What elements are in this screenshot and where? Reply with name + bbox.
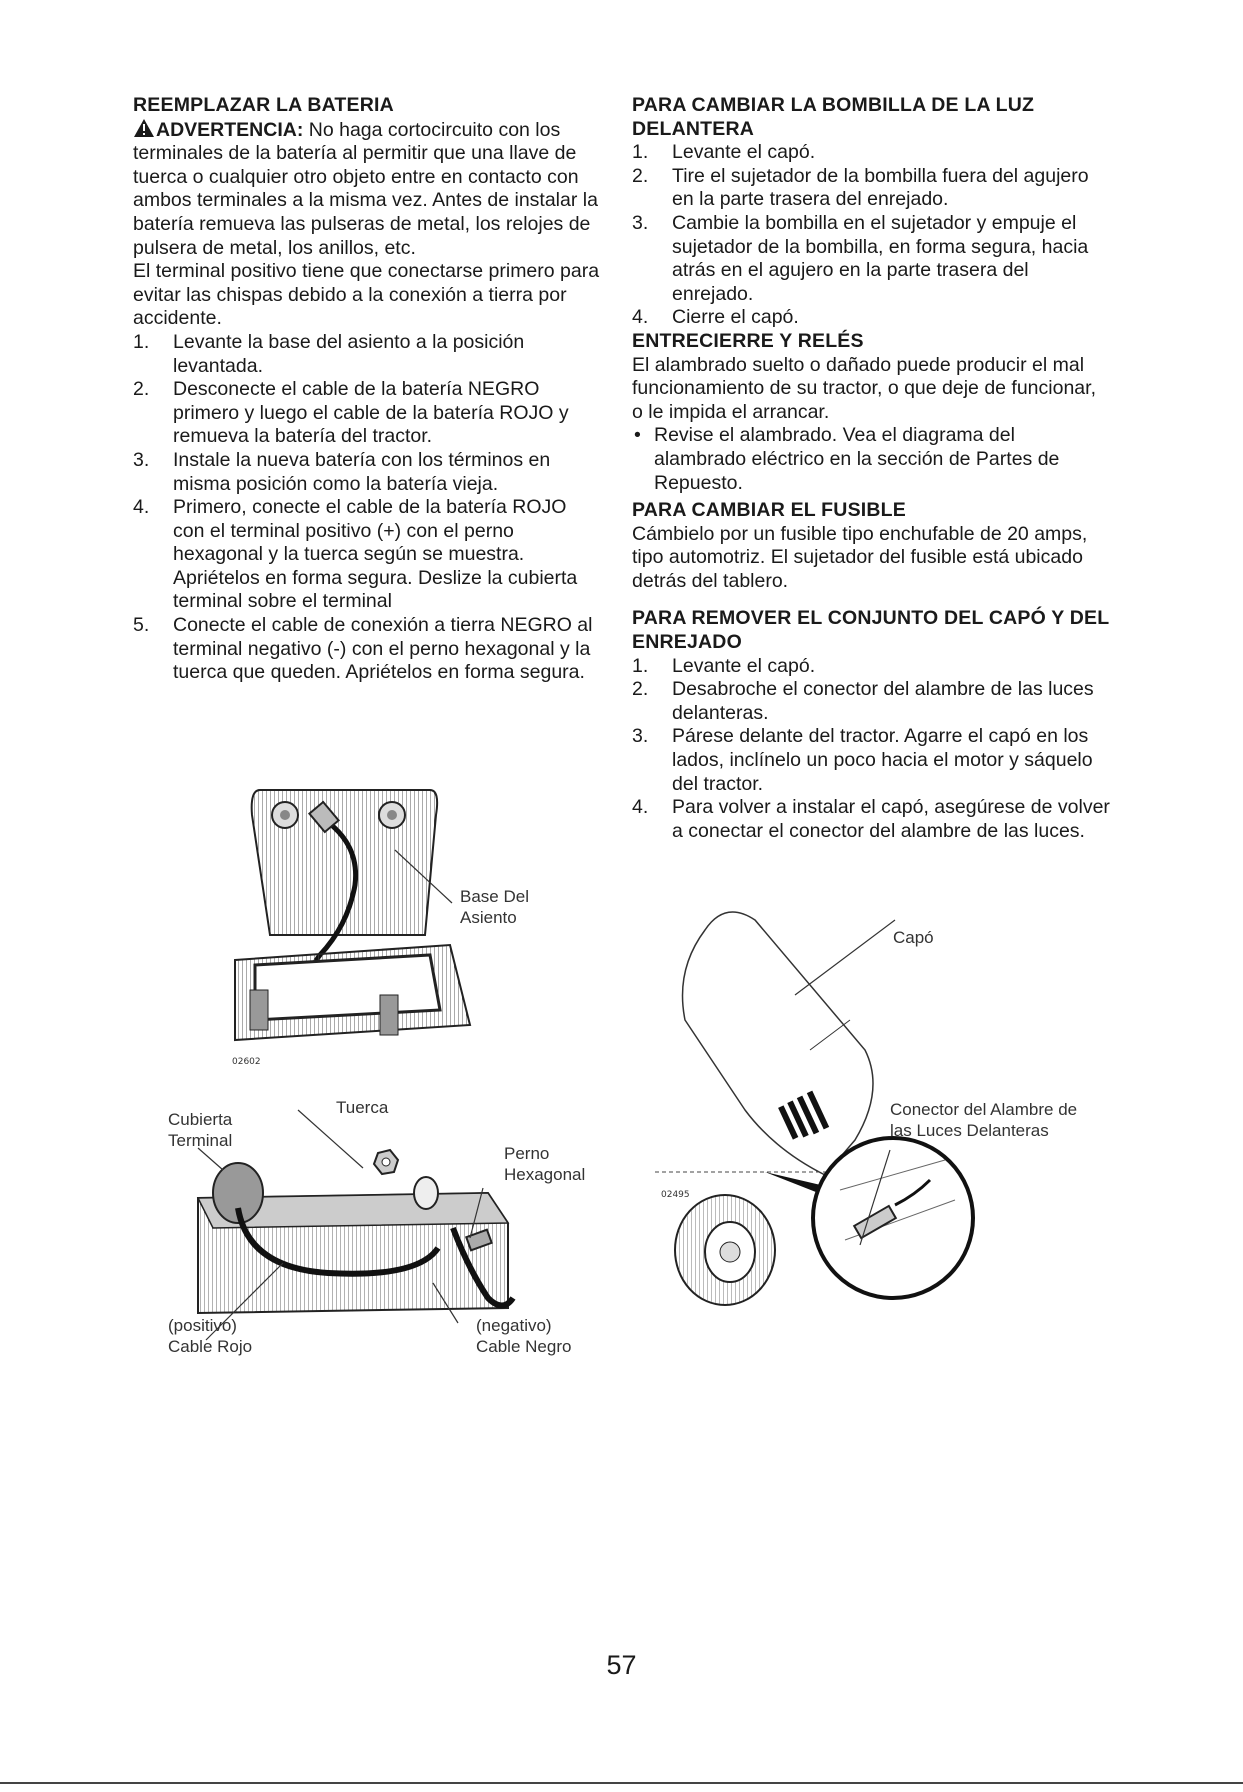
hood-label: Capó: [893, 928, 934, 947]
bulb-section-title: PARA CAMBIAR LA BOMBILLA DE LA LUZ DELANTERA: [632, 94, 1035, 140]
list-item: [133, 496, 603, 614]
step-number: 1.: [632, 141, 649, 164]
fuse-text: Cámbielo por un fusible tipo enchufable de 20 amps, tipo automotriz. El sujetador del fusible está ubicado detrás del tablero.: [632, 522, 1088, 592]
warning-paragraph: [133, 118, 603, 261]
list-item: [632, 725, 1110, 796]
battery-steps: [133, 331, 603, 685]
step-text: Párese delante del tractor. Agarre el capó en los lados, inclínelo un poco hacia el motor y sáquelo del tractor.: [672, 725, 1093, 795]
bolt-label-2: Hexagonal: [504, 1165, 586, 1184]
step-number: 4.: [133, 496, 150, 519]
left-column: [133, 94, 603, 685]
step-text: Cierre el capó.: [672, 306, 799, 329]
seat-base-label-1: Base Del: [460, 887, 529, 906]
step-number: 5.: [133, 614, 150, 637]
wiring-section-title: ENTRECIERRE Y RELÉS: [632, 329, 864, 352]
step-number: 2.: [632, 678, 649, 701]
negative-label-2: Cable Negro: [476, 1337, 572, 1356]
warning-label: ADVERTENCIA:: [156, 118, 304, 141]
list-item: [632, 306, 1110, 330]
list-item: [632, 796, 1110, 843]
warning-triangle-icon: [133, 118, 155, 138]
step-number: 4.: [632, 306, 649, 329]
list-item: [133, 449, 603, 496]
terminal-cover-label-1: Cubierta: [168, 1110, 233, 1129]
seat-base-illustration: [230, 785, 610, 1070]
fuse-section-title: PARA CAMBIAR EL FUSIBLE: [632, 499, 906, 522]
bullet-text: Revise el alambrado. Vea el diagrama del alambrado eléctrico en la sección de Partes de Repuesto.: [654, 424, 1060, 494]
page-number: 57: [606, 1650, 637, 1680]
warning-text: No haga cortocircuito con los terminales de la batería al permitir que una llave de tuerca o cualquier otro objeto entre en contacto con ambos terminales a la misma vez. Antes de instalar la batería remueva las pulseras de metal, los relojes de pulsera de metal, los anillos, etc.: [133, 118, 598, 259]
list-item: [632, 424, 1110, 495]
positive-label-2: Cable Rojo: [168, 1337, 253, 1356]
bolt-label-1: Perno: [504, 1144, 550, 1163]
hood-section-title: PARA REMOVER EL CONJUNTO DEL CAPÓ Y DEL ENREJADO: [632, 607, 1109, 654]
list-item: [632, 655, 1110, 679]
step-number: 3.: [632, 725, 649, 748]
step-number: 3.: [632, 211, 649, 234]
step-text: Cambie la bombilla en el sujetador y empuje el sujetador de la bombilla, en forma segura, hacia atrás en el agujero en la parte trasera del enrejado.: [672, 211, 1089, 305]
step-number: 2.: [632, 164, 649, 187]
step-text: Primero, conecte el cable de la batería ROJO con el terminal positivo (+) con el perno hexagonal y la tuerca según se muestra. Apriételos en forma segura. Deslize la cubierta terminal sobre el terminal: [173, 496, 578, 613]
bottom-rule: [0, 1782, 1243, 1784]
figure-id: 02602: [232, 1057, 261, 1067]
battery-intro: El terminal positivo tiene que conectarse primero para evitar las chispas debido a la conexión a tierra por accidente.: [133, 260, 600, 330]
terminal-cover-label-2: Terminal: [168, 1131, 233, 1150]
list-item: [632, 165, 1110, 212]
step-text: Levante el capó.: [672, 141, 816, 164]
step-number: 1.: [133, 330, 150, 353]
step-number: 1.: [632, 654, 649, 677]
list-item: [632, 678, 1110, 725]
step-text: Conecte el cable de conexión a tierra NEGRO al terminal negativo (-) con el perno hexagonal y la tuerca que queden. Apriételos en forma segura.: [173, 614, 593, 684]
step-number: 3.: [133, 448, 150, 471]
hood-steps: [632, 655, 1110, 844]
bulb-steps: [632, 141, 1110, 330]
step-text: Instale la nueva batería con los términos en misma posición como la batería vieja.: [173, 448, 551, 495]
list-item: [133, 378, 603, 449]
step-text: Para volver a instalar el capó, asegúrese de volver a conectar el conector del alambre de las luces.: [672, 796, 1110, 842]
right-column: [632, 94, 1110, 843]
wiring-text: El alambrado suelto o dañado puede producir el mal funcionamiento de su tractor, o que deje de funcionar, o le impida el arrancar.: [632, 353, 1096, 423]
list-item: [133, 331, 603, 378]
battery-figure: [168, 1098, 608, 1356]
list-item: [632, 212, 1110, 306]
battery-section-title: REEMPLAZAR LA BATERIA: [133, 94, 394, 116]
connector-label-1: Conector del Alambre de: [890, 1100, 1078, 1119]
list-item: [632, 141, 1110, 165]
nut-label: Tuerca: [336, 1098, 389, 1117]
step-number: 2.: [133, 378, 150, 401]
seat-base-figure: [230, 785, 610, 1070]
step-text: Desconecte el cable de la batería NEGRO primero y luego el cable de la batería ROJO y remueva la batería del tractor.: [173, 378, 569, 448]
step-text: Levante la base del asiento a la posición levantada.: [173, 330, 525, 377]
negative-label-1: (negativo): [476, 1316, 552, 1335]
connector-label-2: las Luces Delanteras: [890, 1121, 1049, 1140]
bullet-icon: •: [634, 424, 641, 447]
step-text: Levante el capó.: [672, 654, 816, 677]
seat-base-label-2: Asiento: [460, 908, 517, 927]
wiring-bullets: [632, 424, 1110, 495]
hood-figure: [655, 900, 1115, 1360]
step-number: 4.: [632, 796, 649, 819]
step-text: Tire el sujetador de la bombilla fuera del agujero en la parte trasera del enrejado.: [672, 164, 1089, 211]
step-text: Desabroche el conector del alambre de las luces delanteras.: [672, 678, 1094, 724]
positive-label-1: (positivo): [168, 1316, 237, 1335]
figure-id: 02495: [661, 1190, 690, 1200]
list-item: [133, 614, 603, 685]
